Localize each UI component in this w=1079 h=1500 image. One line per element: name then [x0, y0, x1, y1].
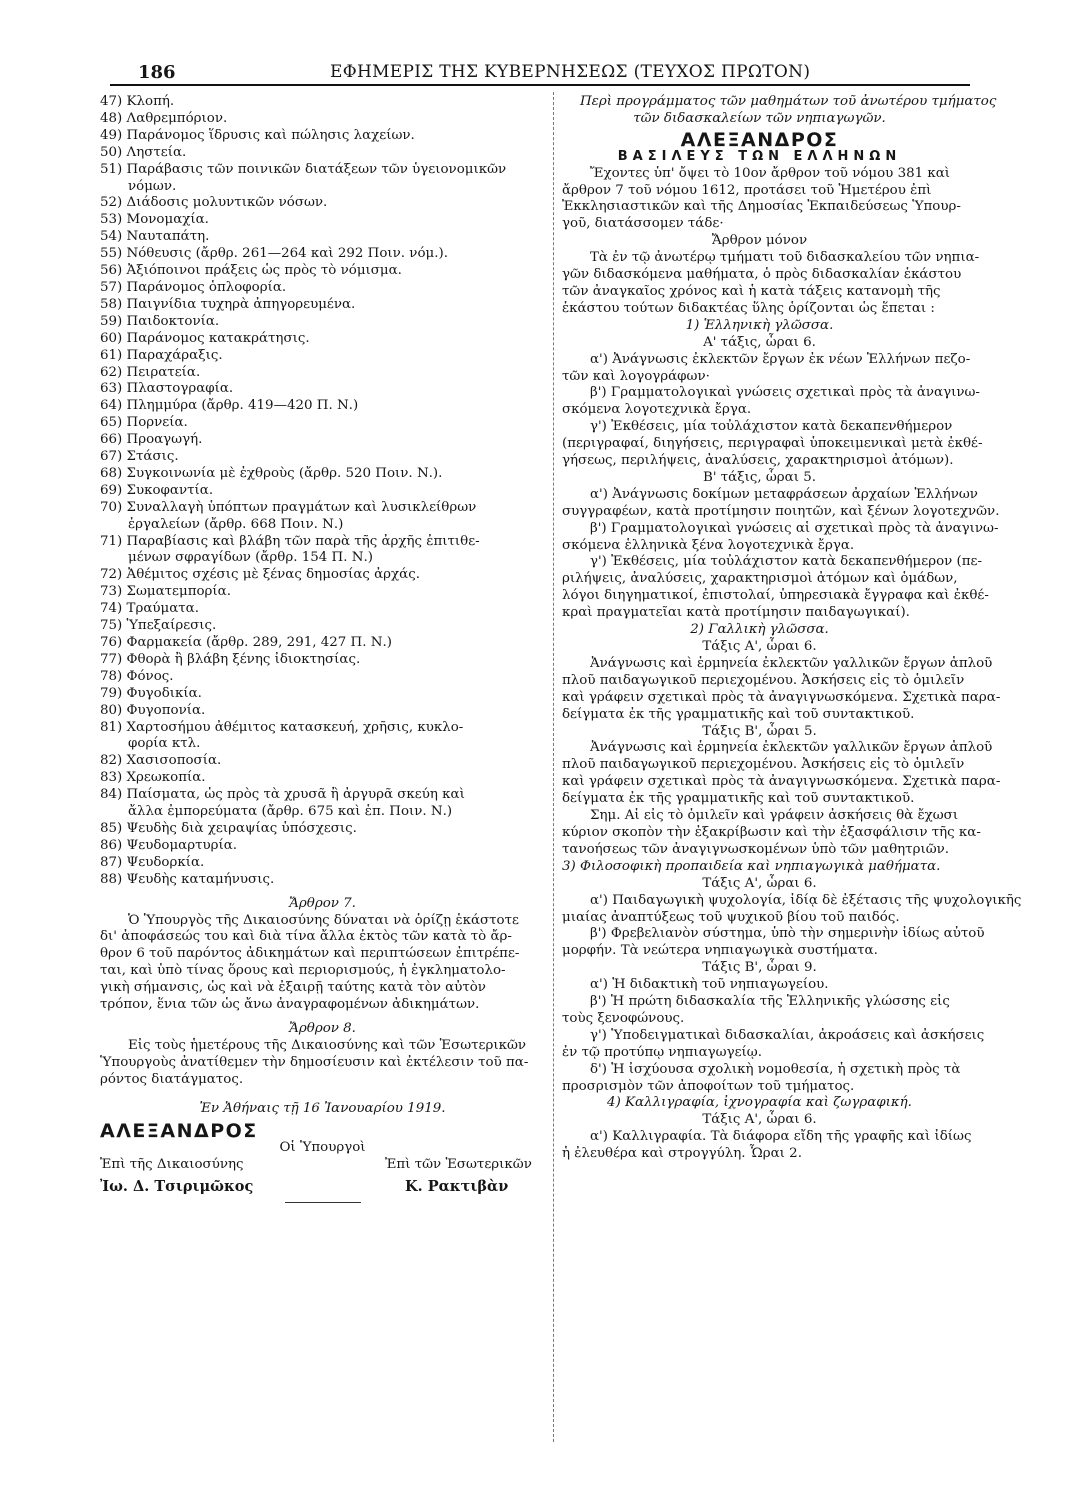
class-heading: Τάξις Β', ὧραι 5.: [702, 723, 817, 739]
list-item: 82) Χασισοποσία.: [100, 753, 222, 769]
class-heading: Α' τάξις, ὧραι 6.: [703, 334, 816, 350]
king-subtitle: ΒΑΣΙΛΕΥΣ ΤΩΝ ΕΛΛΗΝΩΝ: [617, 148, 902, 164]
left-column: [100, 94, 545, 1207]
paragraph-line: γήσεως, περιλήψεις, ἀναλύσεις, χαρακτηρισμοὶ ἀτόμων).: [562, 453, 954, 469]
list-item: 53) Μονομαχία.: [100, 212, 209, 228]
list-item: 77) Φθορὰ ἢ βλάβη ξένης ἰδιοκτησίας.: [100, 651, 361, 667]
list-item: 52) Διάδοσις μολυντικῶν νόσων.: [100, 195, 328, 211]
preamble: [562, 165, 961, 234]
paragraph-line: Τὰ ἐν τῷ ἀνωτέρῳ τμήματι τοῦ διδασκαλείου τῶν νηπια-: [590, 250, 980, 266]
list-item: 70) Συναλλαγὴ ὑπόπτων πραγμάτων καὶ λυσικλείθρων: [100, 499, 477, 515]
list-item: 76) Φαρμακεία (ἄρθρ. 289, 291, 427 Π. Ν.): [100, 635, 392, 650]
paragraph-line: συγγραφέων, κατὰ προτίμησιν ποιητῶν, καὶ ξένων λογοτεχνῶν.: [562, 503, 1000, 519]
list-item: 69) Συκοφαντία.: [100, 482, 214, 498]
page-header: [110, 62, 970, 84]
paragraph-line: τοὺς ξενοφώνους.: [562, 1010, 685, 1026]
paragraph-line: γοῦ, διατάσσομεν τάδε·: [562, 216, 724, 232]
list-item: 73) Σωματεμπορία.: [100, 584, 231, 600]
list-item-continuation: μένων σφραγίδων (ἄρθρ. 154 Π. Ν.): [128, 550, 373, 566]
list-item: 74) Τραύματα.: [100, 601, 199, 617]
list-item: 67) Στάσις.: [100, 449, 179, 465]
article-7-body: [100, 913, 545, 1014]
paragraph-line: γικὴ σήμανσις, ὡς καὶ νὰ ἐξαιρῇ ταύτης κατὰ τὸν αὐτὸν: [100, 980, 486, 996]
minister-justice-title: Ἐπὶ τῆς Δικαιοσύνης: [100, 1157, 244, 1173]
minister-interior-name: Κ. Ρακτιβὰν: [405, 1178, 509, 1196]
paragraph-line: δι' ἀποφάσεώς του καὶ διὰ τίνα ἄλλα ἐκτὸς τῶν κατὰ τὸ ἄρ-: [100, 929, 512, 945]
list-item: 65) Πορνεία.: [100, 415, 188, 431]
paragraph-line: τῶν ἀναγκαῖος χρόνος καὶ ἡ κατὰ τάξεις κατανομὴ τῆς: [562, 283, 941, 299]
king-signature: ΑΛΕΞΑΝΔΡΟΣ: [100, 1120, 258, 1143]
list-item-continuation: ἐργαλείων (ἄρθρ. 668 Ποιν. Ν.): [128, 516, 344, 532]
paragraph-line: γ') Ὑποδειγματικαὶ διδασκαλίαι, ἀκροάσεις καὶ ἀσκήσεις: [590, 1027, 985, 1043]
king-name: ΑΛΕΞΑΝΔΡΟΣ: [680, 128, 839, 151]
paragraph-line: γ') Ἐκθέσεις, μία τοὐλάχιστον κατὰ δεκαπενθήμερον: [590, 419, 953, 435]
paragraph-line: Εἰς τοὺς ἡμετέρους τῆς Δικαιοσύνης καὶ τῶν Ἐσωτερικῶν: [128, 1037, 527, 1053]
list-item: 55) Νόθευσις (ἄρθρ. 261—264 καὶ 292 Ποιν. νόμ.).: [100, 246, 448, 262]
paragraph-line: β') Γραμματολογικαὶ γνώσεις σχετικαὶ πρὸς τὰ ἀναγινω-: [590, 385, 980, 401]
paragraph-line: ριλήψεις, ἀναλύσεις, χαρακτηρισμοὶ ἀτόμων καὶ ὁμάδων,: [562, 571, 958, 587]
paragraph-line: ρόντος διατάγματος.: [100, 1071, 244, 1087]
list-item: 81) Χαρτοσήμου ἀθέμιτος κατασκευή, χρῆσις, κυκλο-: [100, 719, 464, 735]
section-3-title: 3) Φιλοσοφικὴ προπαιδεία καὶ νηπιαγωγικὰ μαθήματα.: [562, 858, 941, 874]
paragraph-line: καὶ γράφειν σχετικαὶ πρὸς τὰ ἀναγιγνωσκόμενα. Σχετικὰ παρα-: [562, 774, 1001, 790]
list-item: 87) Ψευδορκία.: [100, 854, 205, 870]
list-item: 83) Χρεωκοπία.: [100, 770, 206, 786]
list-item-continuation: ἄλλα ἐμπορεύματα (ἄρθρ. 675 καὶ ἑπ. Ποιν. Ν.): [128, 804, 453, 820]
list-item-continuation: νόμων.: [128, 178, 177, 194]
paragraph-line: β') Φρεβελιανὸν σύστημα, ὑπὸ τὴν σημερινὴν ἰδίως αὐτοῦ: [590, 926, 985, 942]
signature-titles: [100, 1157, 545, 1175]
list-item: 78) Φόνος.: [100, 668, 174, 684]
paragraph-line: δείγματα ἐκ τῆς γραμματικῆς καὶ τοῦ συντακτικοῦ.: [562, 791, 915, 807]
list-item: 58) Παιγνίδια τυχηρὰ ἀπηγορευμένα.: [100, 296, 356, 312]
paragraph-line: μορφήν. Τὰ νεώτερα νηπιαγωγικὰ συστήματα.: [562, 943, 878, 959]
list-item: 66) Προαγωγή.: [100, 432, 203, 448]
list-item: 62) Πειρατεία.: [100, 364, 201, 380]
list-item: 51) Παράβασις τῶν ποινικῶν διατάξεων τῶν ὑγειονομικῶν: [100, 161, 507, 177]
minister-interior-title: Ἐπὶ τῶν Ἐσωτερικῶν: [385, 1157, 532, 1173]
paragraph-line: α') Παιδαγωγικὴ ψυχολογία, ἰδίᾳ δὲ ἐξέτασις τῆς ψυχολογικῆς: [590, 892, 1022, 908]
article-8-heading: Ἄρθρον 8.: [289, 1020, 356, 1036]
paragraph-line: μιαίας ἀναπτύξεως τοῦ ψυχικοῦ βίου τοῦ παιδός.: [562, 909, 900, 925]
list-item: 68) Συγκοινωνία μὲ ἐχθροὺς (ἄρθρ. 520 Ποιν. Ν.).: [100, 465, 443, 481]
list-item: 60) Παράνομος κατακράτησις.: [100, 330, 310, 346]
paragraph-line: σκόμενα ἑλληνικὰ ξένα λογοτεχνικὰ ἔργα.: [562, 537, 855, 553]
paragraph-line: προσρισμὸν τῶν ἀποφοίτων τοῦ τμήματος.: [562, 1078, 855, 1094]
paragraph-line: τανοήσεως τῶν ἀναγιγνωσκομένων ὑπὸ τῶν μαθητριῶν.: [562, 841, 950, 857]
decree-title-2: τῶν διδασκαλείων τῶν νηπιαγωγῶν.: [633, 110, 886, 126]
list-item: 71) Παραβίασις καὶ βλάβη τῶν παρὰ τῆς ἀρχῆς ἐπιτιθε-: [100, 533, 480, 549]
paragraph-line: πλοῦ παιδαγωγικοῦ περιεχομένου. Ἀσκήσεις εἰς τὸ ὁμιλεῖν: [562, 672, 965, 688]
list-item: 79) Φυγοδικία.: [100, 685, 202, 701]
paragraph-line: Ὑπουργοὺς ἀνατίθεμεν τὴν δημοσίευσιν καὶ ἐκτέλεσιν τοῦ πα-: [100, 1054, 529, 1070]
paragraph-line: ἑκάστου τούτων διδακτέας ὕλης ὁρίζονται ὡς ἕπεται :: [562, 300, 935, 316]
list-item: 57) Παράνομος ὁπλοφορία.: [100, 279, 287, 295]
section-4-title: 4) Καλλιγραφία, ἰχνογραφία καὶ ζωγραφική.: [607, 1095, 912, 1111]
list-item: 59) Παιδοκτονία.: [100, 313, 220, 329]
signature-underline: [285, 1202, 361, 1203]
paragraph-line: Ἔχοντες ὑπ' ὄψει τὸ 10ον ἄρθρον τοῦ νόμου 381 καὶ: [590, 165, 951, 181]
article-8-body: [100, 1038, 545, 1089]
paragraph-line: γῶν διδασκόμενα μαθήματα, ὁ πρὸς διδασκαλίαν ἑκάστου: [562, 267, 962, 283]
article-heading: Ἄρθρον μόνον: [711, 233, 808, 249]
paragraph-line: κύριον σκοπὸν τὴν ἐξακρίβωσιν καὶ τὴν ἐξασφάλισιν τῆς κα-: [562, 824, 981, 840]
paragraph-line: ται, καὶ ὑπὸ τίνας ὅρους καὶ περιορισμούς, ἡ ἐγκληματολο-: [100, 963, 506, 979]
list-item: 75) Ὑπεξαίρεσις.: [100, 618, 217, 634]
right-column: [562, 94, 1022, 1163]
article-7-heading: Ἄρθρον 7.: [289, 895, 356, 911]
paragraph-line: ἡ ἐλευθέρα καὶ στρογγύλη. Ὧραι 2.: [562, 1146, 802, 1162]
list-item: 63) Πλαστογραφία.: [100, 381, 234, 397]
list-item: 49) Παράνομος ἵδρυσις καὶ πώλησις λαχείων.: [100, 127, 415, 143]
date-line: Ἐν Ἀθήναις τῇ 16 Ἰανουαρίου 1919.: [199, 1100, 446, 1116]
paragraph-line: β') Γραμματολογικαὶ γνώσεις αἱ σχετικαὶ πρὸς τὰ ἀναγινω-: [590, 520, 999, 536]
class-heading: Β' τάξις, ὧραι 5.: [703, 469, 816, 485]
paragraph-line: τρόπον, ἕνια τῶν ὡς ἄνω ἀναγραφομένων ἀδικημάτων.: [100, 997, 480, 1013]
paragraph-line: κραὶ πραγματεῖαι κατὰ προτίμησιν παιδαγωγικαί).: [562, 605, 910, 621]
paragraph-line: α') Καλλιγραφία. Τὰ διάφορα εἴδη τῆς γραφῆς καὶ ἰδίως: [590, 1129, 972, 1145]
list-item: 86) Ψευδομαρτυρία.: [100, 837, 238, 853]
paragraph-line: λόγοι διηγηματικοί, ἐπιστολαί, ὑπηρεσιακὰ ἔγγραφα καὶ ἐκθέ-: [562, 588, 989, 604]
paragraph-line: ἄρθρον 7 τοῦ νόμου 1612, προτάσει τοῦ Ἡμετέρου ἐπὶ: [562, 182, 932, 198]
class-heading: Τάξις Β', ὧραι 9.: [702, 960, 817, 976]
section-1-title: 1) Ἑλληνικὴ γλῶσσα.: [685, 317, 834, 333]
paragraph-line: δ') Ἡ ἰσχύουσα σχολικὴ νομοθεσία, ἡ σχετικὴ πρὸς τὰ: [590, 1061, 961, 1077]
class-heading: Τάξις Α', ὧραι 6.: [702, 875, 817, 891]
paragraph-line: θρον 6 τοῦ παρόντος ἀδικημάτων καὶ περιπτώσεων ἐπιτρέπε-: [100, 946, 520, 962]
gazette-title: ΕΦΗΜΕΡΙΣ ΤΗΣ ΚΥΒΕΡΝΗΣΕΩΣ (ΤΕΥΧΟΣ ΠΡΩΤΟΝ): [330, 62, 811, 82]
signature-underline-wrap: [100, 1199, 545, 1207]
column-divider: [553, 92, 554, 1442]
list-item-continuation: φορία κτλ.: [128, 736, 201, 752]
list-item: 88) Ψευδὴς καταμήνυσις.: [100, 871, 275, 887]
paragraph-line: Ἀνάγνωσις καὶ ἑρμηνεία ἐκλεκτῶν γαλλικῶν ἔργων ἁπλοῦ: [590, 655, 993, 671]
list-item: 80) Φυγοπονία.: [100, 702, 206, 718]
page-number: 186: [138, 62, 176, 83]
paragraph-line: πλοῦ παιδαγωγικοῦ περιεχομένου. Ἀσκήσεις εἰς τὸ ὁμιλεῖν: [562, 757, 965, 773]
paragraph-line: Ὁ Ὑπουργὸς τῆς Δικαιοσύνης δύναται νὰ ὁρίζῃ ἑκάστοτε: [128, 912, 519, 928]
list-item: 64) Πλημμύρα (ἄρθρ. 419—420 Π. Ν.): [100, 398, 359, 414]
signature-names: [100, 1179, 545, 1199]
intro: [562, 250, 980, 318]
section-2-title: 2) Γαλλικὴ γλῶσσα.: [690, 622, 829, 638]
paragraph-line: Ἀνάγνωσις καὶ ἑρμηνεία ἐκλεκτῶν γαλλικῶν ἔργων ἁπλοῦ: [590, 740, 993, 756]
class-heading: Τάξις Α', ὧραι 6.: [702, 639, 817, 654]
paragraph-line: καὶ γράφειν σχετικαὶ πρὸς τὰ ἀναγιγνωσκόμενα. Σχετικὰ παρα-: [562, 689, 1001, 705]
paragraph-line: α') Ἀνάγνωσις δοκίμων μεταφράσεων ἀρχαίων Ἑλλήνων: [590, 486, 978, 502]
paragraph-line: δείγματα ἐκ τῆς γραμματικῆς καὶ τοῦ συντακτικοῦ.: [562, 706, 915, 722]
paragraph-line: τῶν καὶ λογογράφων·: [562, 368, 710, 384]
paragraph-line: Ἐκκλησιαστικῶν καὶ τῆς Δημοσίας Ἐκπαιδεύσεως Ὑπουρ-: [562, 199, 961, 215]
paragraph-line: γ') Ἐκθέσεις, μία τοὐλάχιστον κατὰ δεκαπενθήμερον (πε-: [590, 554, 983, 570]
header-rule: [110, 84, 970, 86]
list-item: 56) Ἀξιόποινοι πράξεις ὡς πρὸς τὸ νόμισμα.: [100, 263, 402, 279]
paragraph-line: σκόμενα λογοτεχνικὰ ἔργα.: [562, 402, 752, 418]
minister-justice-name: Ἰω. Δ. Τσιριμῶκος: [100, 1178, 254, 1196]
list-item: 61) Παραχάραξις.: [100, 347, 223, 363]
paragraph-line: ἐν τῷ προτύπῳ νηπιαγωγείῳ.: [562, 1044, 762, 1060]
offence-list: [100, 94, 545, 889]
list-item: 50) Ληστεία.: [100, 144, 187, 160]
ministers-label: Οἱ Ὑπουργοὶ: [279, 1140, 366, 1156]
paragraph-line: β') Ἡ πρώτη διδασκαλία τῆς Ἑλληνικῆς γλώσσης εἰς: [590, 994, 950, 1010]
list-item: 84) Παίσματα, ὡς πρὸς τὰ χρυσᾶ ἢ ἀργυρᾶ σκεύη καὶ: [100, 787, 465, 803]
list-item: 85) Ψευδὴς διὰ χειραψίας ὑπόσχεσις.: [100, 820, 357, 836]
list-item: 54) Ναυταπάτη.: [100, 229, 210, 245]
decree-title: Περὶ προγράμματος τῶν μαθημάτων τοῦ ἀνωτέρου τμήματος: [580, 94, 997, 109]
paragraph-line: α') Ἀνάγνωσις ἐκλεκτῶν ἔργων ἐκ νέων Ἑλλήνων πεζο-: [590, 351, 971, 367]
list-item: 47) Κλοπή.: [100, 94, 175, 109]
paragraph-line: Σημ. Αἱ εἰς τὸ ὁμιλεῖν καὶ γράφειν ἀσκήσεις θὰ ἔχωσι: [590, 808, 959, 824]
list-item: 72) Ἀθέμιτος σχέσις μὲ ξένας δημοσίας ἀρχάς.: [100, 567, 420, 583]
paragraph-line: (περιγραφαί, διηγήσεις, περιγραφαὶ ὑποκειμενικαὶ μετὰ ἐκθέ-: [562, 436, 983, 452]
paragraph-line: α') Ἡ διδακτικὴ τοῦ νηπιαγωγείου.: [590, 977, 829, 993]
list-item: 48) Λαθρεμπόριον.: [100, 110, 228, 126]
class-heading: Τάξις Α', ὧραι 6.: [702, 1112, 817, 1128]
